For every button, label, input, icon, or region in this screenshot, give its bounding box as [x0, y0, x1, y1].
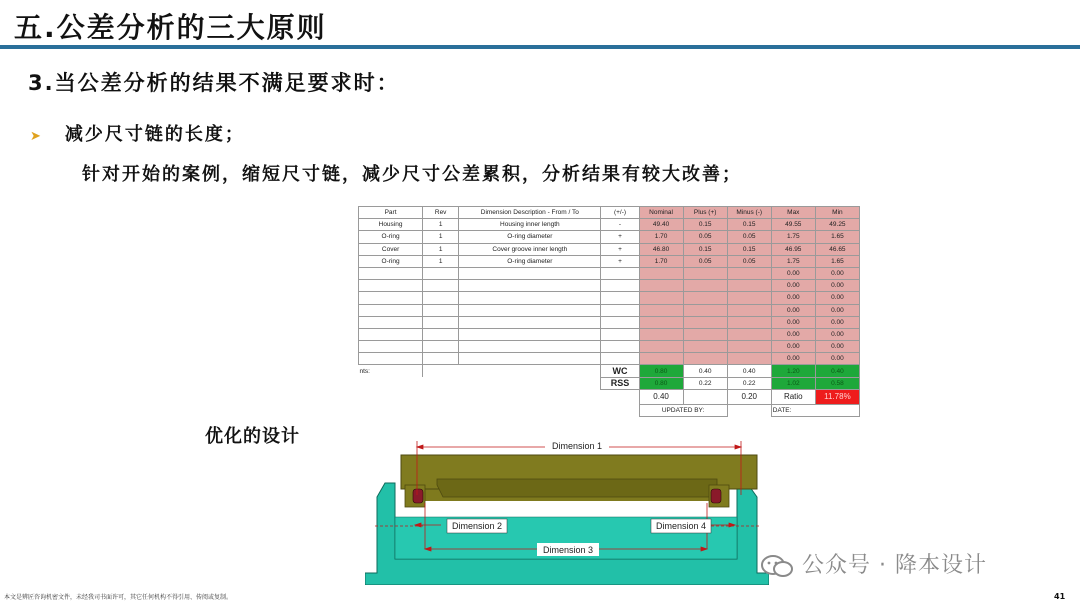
dimension-2-label: Dimension 2 — [451, 521, 503, 531]
sheet-cell — [359, 316, 423, 328]
notes-label: nts: — [359, 365, 423, 377]
sheet-row — [359, 280, 860, 292]
sheet-cell — [359, 304, 423, 316]
sheet-cell — [727, 280, 771, 292]
sheet-cell — [683, 353, 727, 365]
sheet-cell — [459, 292, 601, 304]
sheet-row — [359, 328, 860, 340]
sheet-cell — [639, 341, 683, 353]
bullet-row — [30, 120, 245, 146]
sheet-cell — [423, 292, 459, 304]
sheet-cell: 0.15 — [727, 219, 771, 231]
sheet-cell — [601, 292, 639, 304]
sheet-cell: 0.00 — [815, 353, 859, 365]
rss-min: 0.58 — [815, 377, 859, 389]
summary-b: 0.20 — [727, 389, 771, 404]
sheet-cell — [459, 328, 601, 340]
sheet-cell: 1.65 — [815, 255, 859, 267]
sheet-cell — [601, 316, 639, 328]
sheet-cell: 0.00 — [815, 292, 859, 304]
sheet-cell: 1.75 — [771, 231, 815, 243]
slide-title: 五.公差分析的三大原则 — [14, 11, 327, 44]
sheet-cell — [423, 353, 459, 365]
sheet-cell — [683, 341, 727, 353]
sheet-cell: 46.65 — [815, 243, 859, 255]
rss-plus: 0.22 — [683, 377, 727, 389]
sheet-cell — [639, 280, 683, 292]
sheet-cell — [727, 341, 771, 353]
sheet-cell: + — [601, 231, 639, 243]
sheet-cell: + — [601, 243, 639, 255]
sheet-cell: 1 — [423, 243, 459, 255]
updated-row — [359, 404, 860, 416]
bullet-text: 减少尺寸链的长度； — [64, 124, 245, 145]
sheet-row — [359, 219, 860, 231]
sheet-cell — [727, 292, 771, 304]
ratio-value: 11.78% — [815, 389, 859, 404]
sheet-cell — [459, 341, 601, 353]
sheet-cell: 0.00 — [771, 341, 815, 353]
sheet-cell: 0.15 — [683, 243, 727, 255]
sheet-cell — [727, 267, 771, 279]
date-label: DATE: — [771, 404, 859, 416]
page-number: 41 — [1054, 592, 1066, 601]
watermark-text: 公众号 · 降本设计 — [802, 553, 987, 578]
sheet-cell — [601, 304, 639, 316]
sheet-cell — [359, 267, 423, 279]
summary-a: 0.40 — [639, 389, 683, 404]
sheet-cell — [601, 341, 639, 353]
sheet-cell: 0.05 — [683, 255, 727, 267]
footer-notice: 本文是辨匠咨询机密文件，未经我司书面许可，其它任何机构不得引用、传阅或复制。 — [4, 594, 233, 601]
wc-max: 1.20 — [771, 365, 815, 377]
sheet-cell — [727, 328, 771, 340]
wc-label: WC — [601, 365, 639, 377]
rss-minus: 0.22 — [727, 377, 771, 389]
sheet-cell — [683, 316, 727, 328]
ratio-label: Ratio — [771, 389, 815, 404]
sheet-cell: - — [601, 219, 639, 231]
wc-row — [359, 365, 860, 377]
summary-row — [359, 389, 860, 404]
sheet-row — [359, 304, 860, 316]
sheet-cell: O-ring — [359, 255, 423, 267]
sheet-cell: 0.00 — [771, 316, 815, 328]
sheet-cell: 0.05 — [683, 231, 727, 243]
sheet-cell: 1.70 — [639, 231, 683, 243]
sheet-cell — [683, 304, 727, 316]
sheet-cell — [359, 353, 423, 365]
sheet-cell — [639, 267, 683, 279]
dimension-1-label: Dimension 1 — [551, 441, 603, 451]
sheet-row — [359, 316, 860, 328]
sheet-row — [359, 255, 860, 267]
updated-by: UPDATED BY: — [639, 404, 727, 416]
sheet-cell — [683, 280, 727, 292]
sheet-cell — [423, 280, 459, 292]
sheet-cell: 0.00 — [815, 304, 859, 316]
sheet-cell: 1.65 — [815, 231, 859, 243]
sheet-cell: 0.05 — [727, 231, 771, 243]
sheet-cell: Cover — [359, 243, 423, 255]
sheet-cell — [639, 304, 683, 316]
sheet-cell — [423, 316, 459, 328]
sheet-cell: 0.00 — [771, 353, 815, 365]
section-subtitle: 3.当公差分析的结果不满足要求时： — [28, 71, 400, 95]
sheet-cell — [459, 267, 601, 279]
sheet-cell: 46.80 — [639, 243, 683, 255]
wechat-icon — [760, 555, 794, 577]
sheet-cell: Cover groove inner length — [459, 243, 601, 255]
wc-plus: 0.40 — [683, 365, 727, 377]
sheet-cell: 0.00 — [771, 280, 815, 292]
sheet-row — [359, 292, 860, 304]
sheet-cell: 0.00 — [815, 328, 859, 340]
sheet-cell: O-ring diameter — [459, 231, 601, 243]
sheet-cell — [639, 328, 683, 340]
sheet-cell: Housing — [359, 219, 423, 231]
sheet-cell: 0.05 — [727, 255, 771, 267]
sheet-cell: 1 — [423, 231, 459, 243]
sheet-row — [359, 353, 860, 365]
sheet-cell — [601, 328, 639, 340]
sheet-cell: O-ring — [359, 231, 423, 243]
header-cell: (+/-) — [601, 207, 639, 219]
tolerance-sheet — [358, 206, 860, 428]
sheet-cell — [601, 267, 639, 279]
sheet-cell — [639, 353, 683, 365]
sheet-cell: 0.00 — [771, 328, 815, 340]
sheet-cell: 49.55 — [771, 219, 815, 231]
sheet-cell: O-ring diameter — [459, 255, 601, 267]
header-cell: Max — [771, 207, 815, 219]
sheet-cell: 0.00 — [815, 316, 859, 328]
sheet-cell — [639, 292, 683, 304]
sheet-cell: + — [601, 255, 639, 267]
sheet-cell: 49.25 — [815, 219, 859, 231]
sheet-cell: 0.00 — [815, 341, 859, 353]
sheet-cell — [683, 328, 727, 340]
optimized-label: 优化的设计 — [205, 426, 300, 447]
sheet-cell — [727, 353, 771, 365]
sheet-cell — [423, 304, 459, 316]
wc-min: 0.40 — [815, 365, 859, 377]
cross-section-drawing — [365, 437, 769, 585]
sheet-cell — [727, 304, 771, 316]
sheet-cell: 0.00 — [771, 292, 815, 304]
sheet-cell — [423, 341, 459, 353]
sheet-cell: 0.00 — [771, 267, 815, 279]
arrow-bullet-icon: ➤ — [30, 129, 43, 144]
sheet-cell — [359, 280, 423, 292]
header-cell: Minus (-) — [727, 207, 771, 219]
oring-left — [413, 489, 423, 503]
header-cell: Min — [815, 207, 859, 219]
header-cell: Plus (+) — [683, 207, 727, 219]
dimension-3-label: Dimension 3 — [542, 545, 594, 555]
sheet-cell — [359, 292, 423, 304]
header-cell: Dimension Description - From / To — [459, 207, 601, 219]
sheet-cell — [359, 328, 423, 340]
sheet-cell: Housing inner length — [459, 219, 601, 231]
title-rule — [0, 45, 1080, 49]
sheet-row — [359, 231, 860, 243]
dimension-4-label: Dimension 4 — [655, 521, 707, 531]
rss-max: 1.02 — [771, 377, 815, 389]
rss-label: RSS — [601, 377, 639, 389]
watermark — [760, 548, 987, 579]
sheet-cell: 0.15 — [683, 219, 727, 231]
sheet-cell — [683, 292, 727, 304]
rss-nominal: 0.80 — [639, 377, 683, 389]
description-text: 针对开始的案例，缩短尺寸链，减少尺寸公差累积，分析结果有较大改善； — [82, 164, 742, 185]
wc-minus: 0.40 — [727, 365, 771, 377]
sheet-cell — [639, 316, 683, 328]
sheet-cell: 0.00 — [771, 304, 815, 316]
sheet-row — [359, 267, 860, 279]
sheet-cell — [601, 353, 639, 365]
sheet-cell — [727, 316, 771, 328]
header-cell: Rev — [423, 207, 459, 219]
cover-recess — [437, 479, 717, 497]
sheet-cell: 1.75 — [771, 255, 815, 267]
sheet-cell: 49.40 — [639, 219, 683, 231]
sheet-cell: 1 — [423, 219, 459, 231]
sheet-cell — [359, 341, 423, 353]
sheet-cell — [459, 316, 601, 328]
sheet-cell — [459, 304, 601, 316]
rss-row — [359, 377, 860, 389]
sheet-cell — [601, 280, 639, 292]
sheet-cell — [423, 328, 459, 340]
sheet-cell: 0.00 — [815, 280, 859, 292]
sheet-cell — [423, 267, 459, 279]
header-cell: Nominal — [639, 207, 683, 219]
wc-nominal: 0.80 — [639, 365, 683, 377]
sheet-cell: 1 — [423, 255, 459, 267]
sheet-header-row — [359, 207, 860, 219]
header-cell: Part — [359, 207, 423, 219]
oring-right — [711, 489, 721, 503]
sheet-row — [359, 341, 860, 353]
sheet-cell: 46.95 — [771, 243, 815, 255]
sheet-cell — [459, 280, 601, 292]
sheet-cell: 0.15 — [727, 243, 771, 255]
sheet-cell: 0.00 — [815, 267, 859, 279]
sheet-cell — [459, 353, 601, 365]
sheet-row — [359, 243, 860, 255]
sheet-cell: 1.70 — [639, 255, 683, 267]
sheet-cell — [683, 267, 727, 279]
